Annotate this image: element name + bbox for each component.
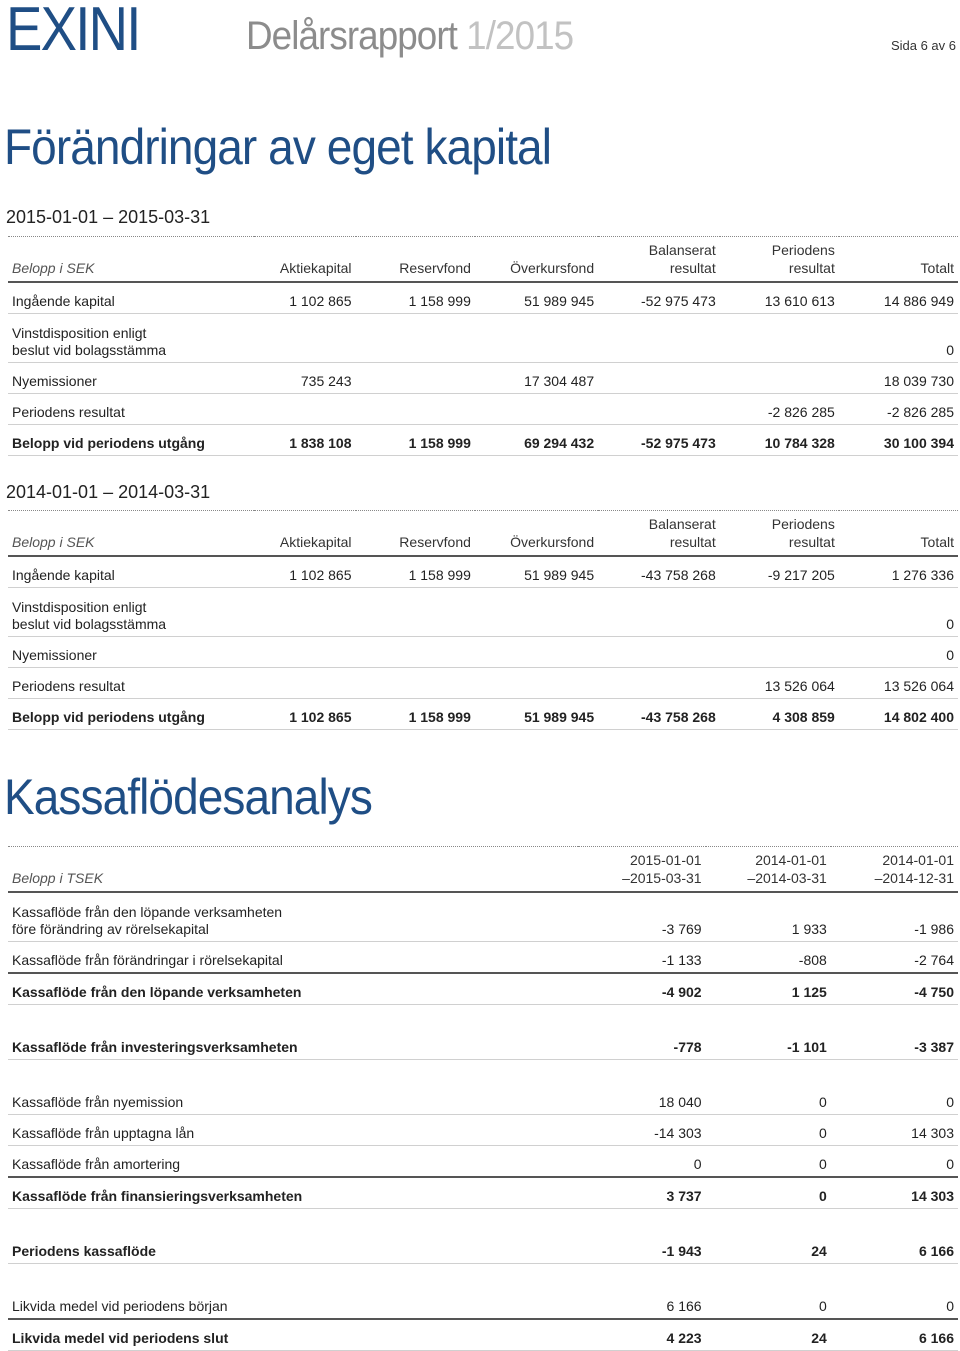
text-line: Kassaflöde från den löpande verksamheten	[12, 984, 302, 1000]
table-row	[8, 1146, 958, 1178]
row-label	[8, 973, 578, 1005]
text-line: resultat	[788, 534, 835, 550]
text-line: beslut vid bolagsstämma	[12, 616, 167, 632]
row-label	[8, 1029, 578, 1060]
text-line: Periodens resultat	[12, 404, 125, 420]
column-header	[839, 511, 958, 557]
value-cell	[356, 363, 475, 394]
text-line: Aktiekapital	[279, 260, 352, 276]
table-row	[8, 892, 958, 942]
text-line: Nyemissioner	[12, 647, 97, 663]
row-label	[8, 1115, 578, 1146]
text-line: Reservfond	[399, 534, 471, 550]
value-cell: 1 276 336	[891, 567, 954, 583]
row-label	[8, 1084, 578, 1115]
row-label	[8, 394, 254, 425]
column-header	[720, 511, 839, 557]
value-cell: 6 166	[666, 1298, 702, 1314]
column-header	[598, 237, 720, 283]
text-line: före förändring av rörelsekapital	[12, 921, 209, 937]
text-line: –2014-12-31	[874, 870, 954, 886]
header-row	[8, 511, 958, 557]
row-label	[8, 1146, 578, 1178]
value-cell: -1 986	[914, 921, 954, 937]
value-cell: 735 243	[300, 373, 352, 389]
text-line: Aktiekapital	[279, 534, 352, 550]
value-cell: 1 125	[791, 984, 827, 1000]
total-row	[8, 1319, 958, 1351]
spacer-row	[8, 1264, 958, 1289]
value-cell: -52 975 473	[641, 435, 716, 451]
value-cell: 13 526 064	[883, 678, 954, 694]
value-cell: -1 133	[661, 952, 702, 968]
value-cell: 14 303	[911, 1188, 954, 1204]
value-cell: 13 526 064	[764, 678, 835, 694]
text-line: Överkursfond	[510, 260, 595, 276]
text-line: Belopp i SEK	[12, 534, 95, 550]
unit-header	[8, 237, 254, 283]
value-cell: 3 737	[666, 1188, 702, 1204]
text-line: Vinstdisposition enligt	[12, 599, 147, 615]
total-row	[8, 699, 958, 730]
table-row	[8, 394, 958, 425]
row-label	[8, 892, 578, 942]
value-cell	[598, 394, 720, 425]
text-line: Balanserat	[648, 516, 716, 532]
column-header	[578, 847, 705, 893]
row-label	[8, 363, 254, 394]
text-line: 2014-01-01	[882, 852, 954, 868]
cashflow-heading: Kassaflödesanalys	[4, 769, 372, 825]
total-row	[8, 1233, 958, 1264]
spacer-row	[8, 1060, 958, 1085]
text-line: resultat	[669, 260, 716, 276]
text-line: Nyemissioner	[12, 373, 97, 389]
value-cell: 1 158 999	[408, 567, 471, 583]
row-label	[8, 1319, 578, 1351]
value-cell: -4 750	[914, 984, 954, 1000]
value-cell	[720, 637, 839, 668]
row-label	[8, 314, 254, 363]
text-line: Överkursfond	[510, 534, 595, 550]
text-line: 2015-01-01	[629, 852, 702, 868]
value-cell: -2 826 285	[887, 404, 954, 420]
column-header	[839, 237, 958, 283]
value-cell	[720, 588, 839, 637]
value-cell: 0	[946, 1298, 954, 1314]
table-row	[8, 637, 958, 668]
value-cell: 0	[946, 1156, 954, 1172]
total-row	[8, 1029, 958, 1060]
value-cell: -9 217 205	[767, 567, 835, 583]
value-cell	[720, 363, 839, 394]
column-header	[706, 847, 831, 893]
total-row	[8, 425, 958, 456]
value-cell	[598, 314, 720, 363]
value-cell	[356, 637, 475, 668]
value-cell: 24	[811, 1330, 827, 1346]
value-cell	[598, 637, 720, 668]
spacer-row	[8, 1005, 958, 1030]
equity-period-heading-1: 2015-01-01 – 2015-03-31	[6, 207, 211, 227]
text-line: Kassaflöde från den löpande verksamheten	[12, 904, 283, 920]
text-line: Kassaflöde från investeringsverksamheten	[12, 1039, 298, 1055]
value-cell: 0	[693, 1156, 702, 1172]
value-cell: 0	[946, 647, 954, 663]
value-cell	[720, 314, 839, 363]
value-cell: 10 784 328	[764, 435, 835, 451]
text-line: Totalt	[920, 260, 954, 276]
total-row	[8, 973, 958, 1005]
table-row	[8, 668, 958, 699]
value-cell: -14 303	[654, 1125, 702, 1141]
value-cell: 4 223	[666, 1330, 702, 1346]
value-cell: -3 769	[661, 921, 702, 937]
value-cell	[356, 314, 475, 363]
value-cell	[475, 668, 598, 699]
value-cell: 1 933	[791, 921, 827, 937]
value-cell: 1 102 865	[289, 709, 352, 725]
value-cell: 69 294 432	[524, 435, 595, 451]
text-line: resultat	[788, 260, 835, 276]
text-line: 2014-01-01	[755, 852, 827, 868]
text-line: Periodens kassaflöde	[12, 1243, 156, 1259]
value-cell: 14 886 949	[883, 293, 954, 309]
value-cell: 0	[819, 1298, 827, 1314]
column-header	[254, 511, 355, 557]
page-number: Sida 6 av 6	[890, 38, 956, 53]
equity-heading: Förändringar av eget kapital	[4, 119, 552, 175]
column-header	[598, 511, 720, 557]
column-header	[356, 511, 475, 557]
text-line: beslut vid bolagsstämma	[12, 342, 167, 358]
value-cell: 0	[819, 1094, 827, 1110]
text-line: Belopp vid periodens utgång	[12, 435, 205, 451]
value-cell	[598, 668, 720, 699]
value-cell: 6 166	[918, 1330, 954, 1346]
text-line: Likvida medel vid periodens slut	[12, 1330, 229, 1346]
row-label	[8, 588, 254, 637]
value-cell: 4 308 859	[772, 709, 835, 725]
table-row	[8, 363, 958, 394]
value-cell: -2 764	[914, 952, 954, 968]
column-header	[475, 237, 598, 283]
row-label	[8, 425, 254, 456]
row-label	[8, 699, 254, 730]
text-line: Kassaflöde från finansieringsverksamheten	[12, 1188, 303, 1204]
text-line: Balanserat	[648, 242, 716, 258]
unit-header	[8, 511, 254, 557]
text-line: resultat	[669, 534, 716, 550]
value-cell: 1 838 108	[289, 435, 352, 451]
value-cell	[254, 588, 355, 637]
column-header	[254, 237, 355, 283]
cashflow-table	[8, 846, 958, 1351]
value-cell: -3 387	[914, 1039, 954, 1055]
text-line: Belopp i TSEK	[12, 870, 104, 886]
text-line: Periodens resultat	[12, 678, 125, 694]
value-cell: 1 158 999	[408, 709, 471, 725]
row-label	[8, 1288, 578, 1319]
column-header	[720, 237, 839, 283]
header-row	[8, 237, 958, 283]
value-cell	[475, 637, 598, 668]
total-row	[8, 1177, 958, 1209]
value-cell	[254, 314, 355, 363]
text-line: Kassaflöde från upptagna lån	[12, 1125, 195, 1141]
text-line: Totalt	[920, 534, 954, 550]
table-row	[8, 556, 958, 588]
value-cell	[356, 394, 475, 425]
value-cell: 0	[819, 1188, 827, 1204]
value-cell: 0	[819, 1156, 827, 1172]
text-line: Reservfond	[399, 260, 471, 276]
value-cell: 0	[819, 1125, 827, 1141]
value-cell: 17 304 487	[524, 373, 595, 389]
value-cell: 14 303	[911, 1125, 954, 1141]
value-cell: 0	[946, 616, 954, 632]
row-label	[8, 1177, 578, 1209]
header-row	[8, 847, 958, 893]
text-line: Belopp i SEK	[12, 260, 95, 276]
column-header	[475, 511, 598, 557]
value-cell	[356, 588, 475, 637]
text-line: Likvida medel vid periodens början	[12, 1298, 228, 1314]
value-cell	[356, 668, 475, 699]
report-period: 1/2015	[466, 14, 574, 58]
value-cell	[598, 588, 720, 637]
value-cell: 18 039 730	[883, 373, 954, 389]
company-logo: EXINI	[6, 0, 140, 64]
value-cell: 13 610 613	[764, 293, 835, 309]
column-header	[831, 847, 958, 893]
text-line: Kassaflöde från nyemission	[12, 1094, 184, 1110]
value-cell: 1 102 865	[289, 567, 352, 583]
value-cell	[598, 363, 720, 394]
text-line: Ingående kapital	[12, 293, 115, 309]
report-name: Delårsrapport	[246, 14, 457, 58]
text-line: Ingående kapital	[12, 567, 115, 583]
equity-table-1	[8, 236, 958, 456]
value-cell: 1 158 999	[408, 435, 471, 451]
value-cell: -2 826 285	[767, 404, 835, 420]
value-cell: 1 158 999	[408, 293, 471, 309]
table-row	[8, 1084, 958, 1115]
table-row	[8, 588, 958, 637]
text-line: Belopp vid periodens utgång	[12, 709, 205, 725]
value-cell: 14 802 400	[883, 709, 954, 725]
value-cell: 30 100 394	[883, 435, 954, 451]
value-cell: 51 989 945	[524, 293, 595, 309]
value-cell: -808	[798, 952, 827, 968]
document-title	[246, 14, 573, 59]
equity-period-heading-2: 2014-01-01 – 2014-03-31	[6, 482, 211, 502]
text-line: –2015-03-31	[622, 870, 702, 886]
row-label	[8, 282, 254, 314]
row-label	[8, 668, 254, 699]
value-cell: 24	[811, 1243, 827, 1259]
value-cell: -43 758 268	[641, 709, 716, 725]
value-cell	[254, 637, 355, 668]
value-cell	[254, 394, 355, 425]
text-line: Periodens	[771, 516, 835, 532]
unit-header	[8, 847, 578, 893]
text-line: –2014-03-31	[747, 870, 827, 886]
value-cell: -1 943	[661, 1243, 702, 1259]
value-cell	[254, 668, 355, 699]
value-cell	[475, 588, 598, 637]
equity-table-2	[8, 510, 958, 730]
value-cell: -52 975 473	[641, 293, 716, 309]
text-line: Vinstdisposition enligt	[12, 325, 147, 341]
value-cell: 1 102 865	[289, 293, 352, 309]
table-row	[8, 282, 958, 314]
value-cell: -778	[673, 1039, 702, 1055]
value-cell: -43 758 268	[641, 567, 716, 583]
text-line: Periodens	[771, 242, 835, 258]
table-row	[8, 942, 958, 974]
value-cell: 51 989 945	[524, 709, 595, 725]
row-label	[8, 942, 578, 974]
value-cell	[475, 314, 598, 363]
value-cell: 51 989 945	[524, 567, 595, 583]
value-cell: -4 902	[661, 984, 702, 1000]
text-line: Kassaflöde från förändringar i rörelsekapital	[12, 952, 283, 968]
row-label	[8, 1233, 578, 1264]
value-cell: 6 166	[918, 1243, 954, 1259]
spacer-row	[8, 1209, 958, 1234]
text-line: Kassaflöde från amortering	[12, 1156, 181, 1172]
value-cell	[475, 394, 598, 425]
value-cell: 0	[946, 1094, 954, 1110]
value-cell: -1 101	[787, 1039, 827, 1055]
row-label	[8, 637, 254, 668]
value-cell: 0	[946, 342, 954, 358]
value-cell: 18 040	[658, 1094, 702, 1110]
table-row	[8, 1115, 958, 1146]
row-label	[8, 556, 254, 588]
table-row	[8, 314, 958, 363]
table-row	[8, 1288, 958, 1319]
column-header	[356, 237, 475, 283]
